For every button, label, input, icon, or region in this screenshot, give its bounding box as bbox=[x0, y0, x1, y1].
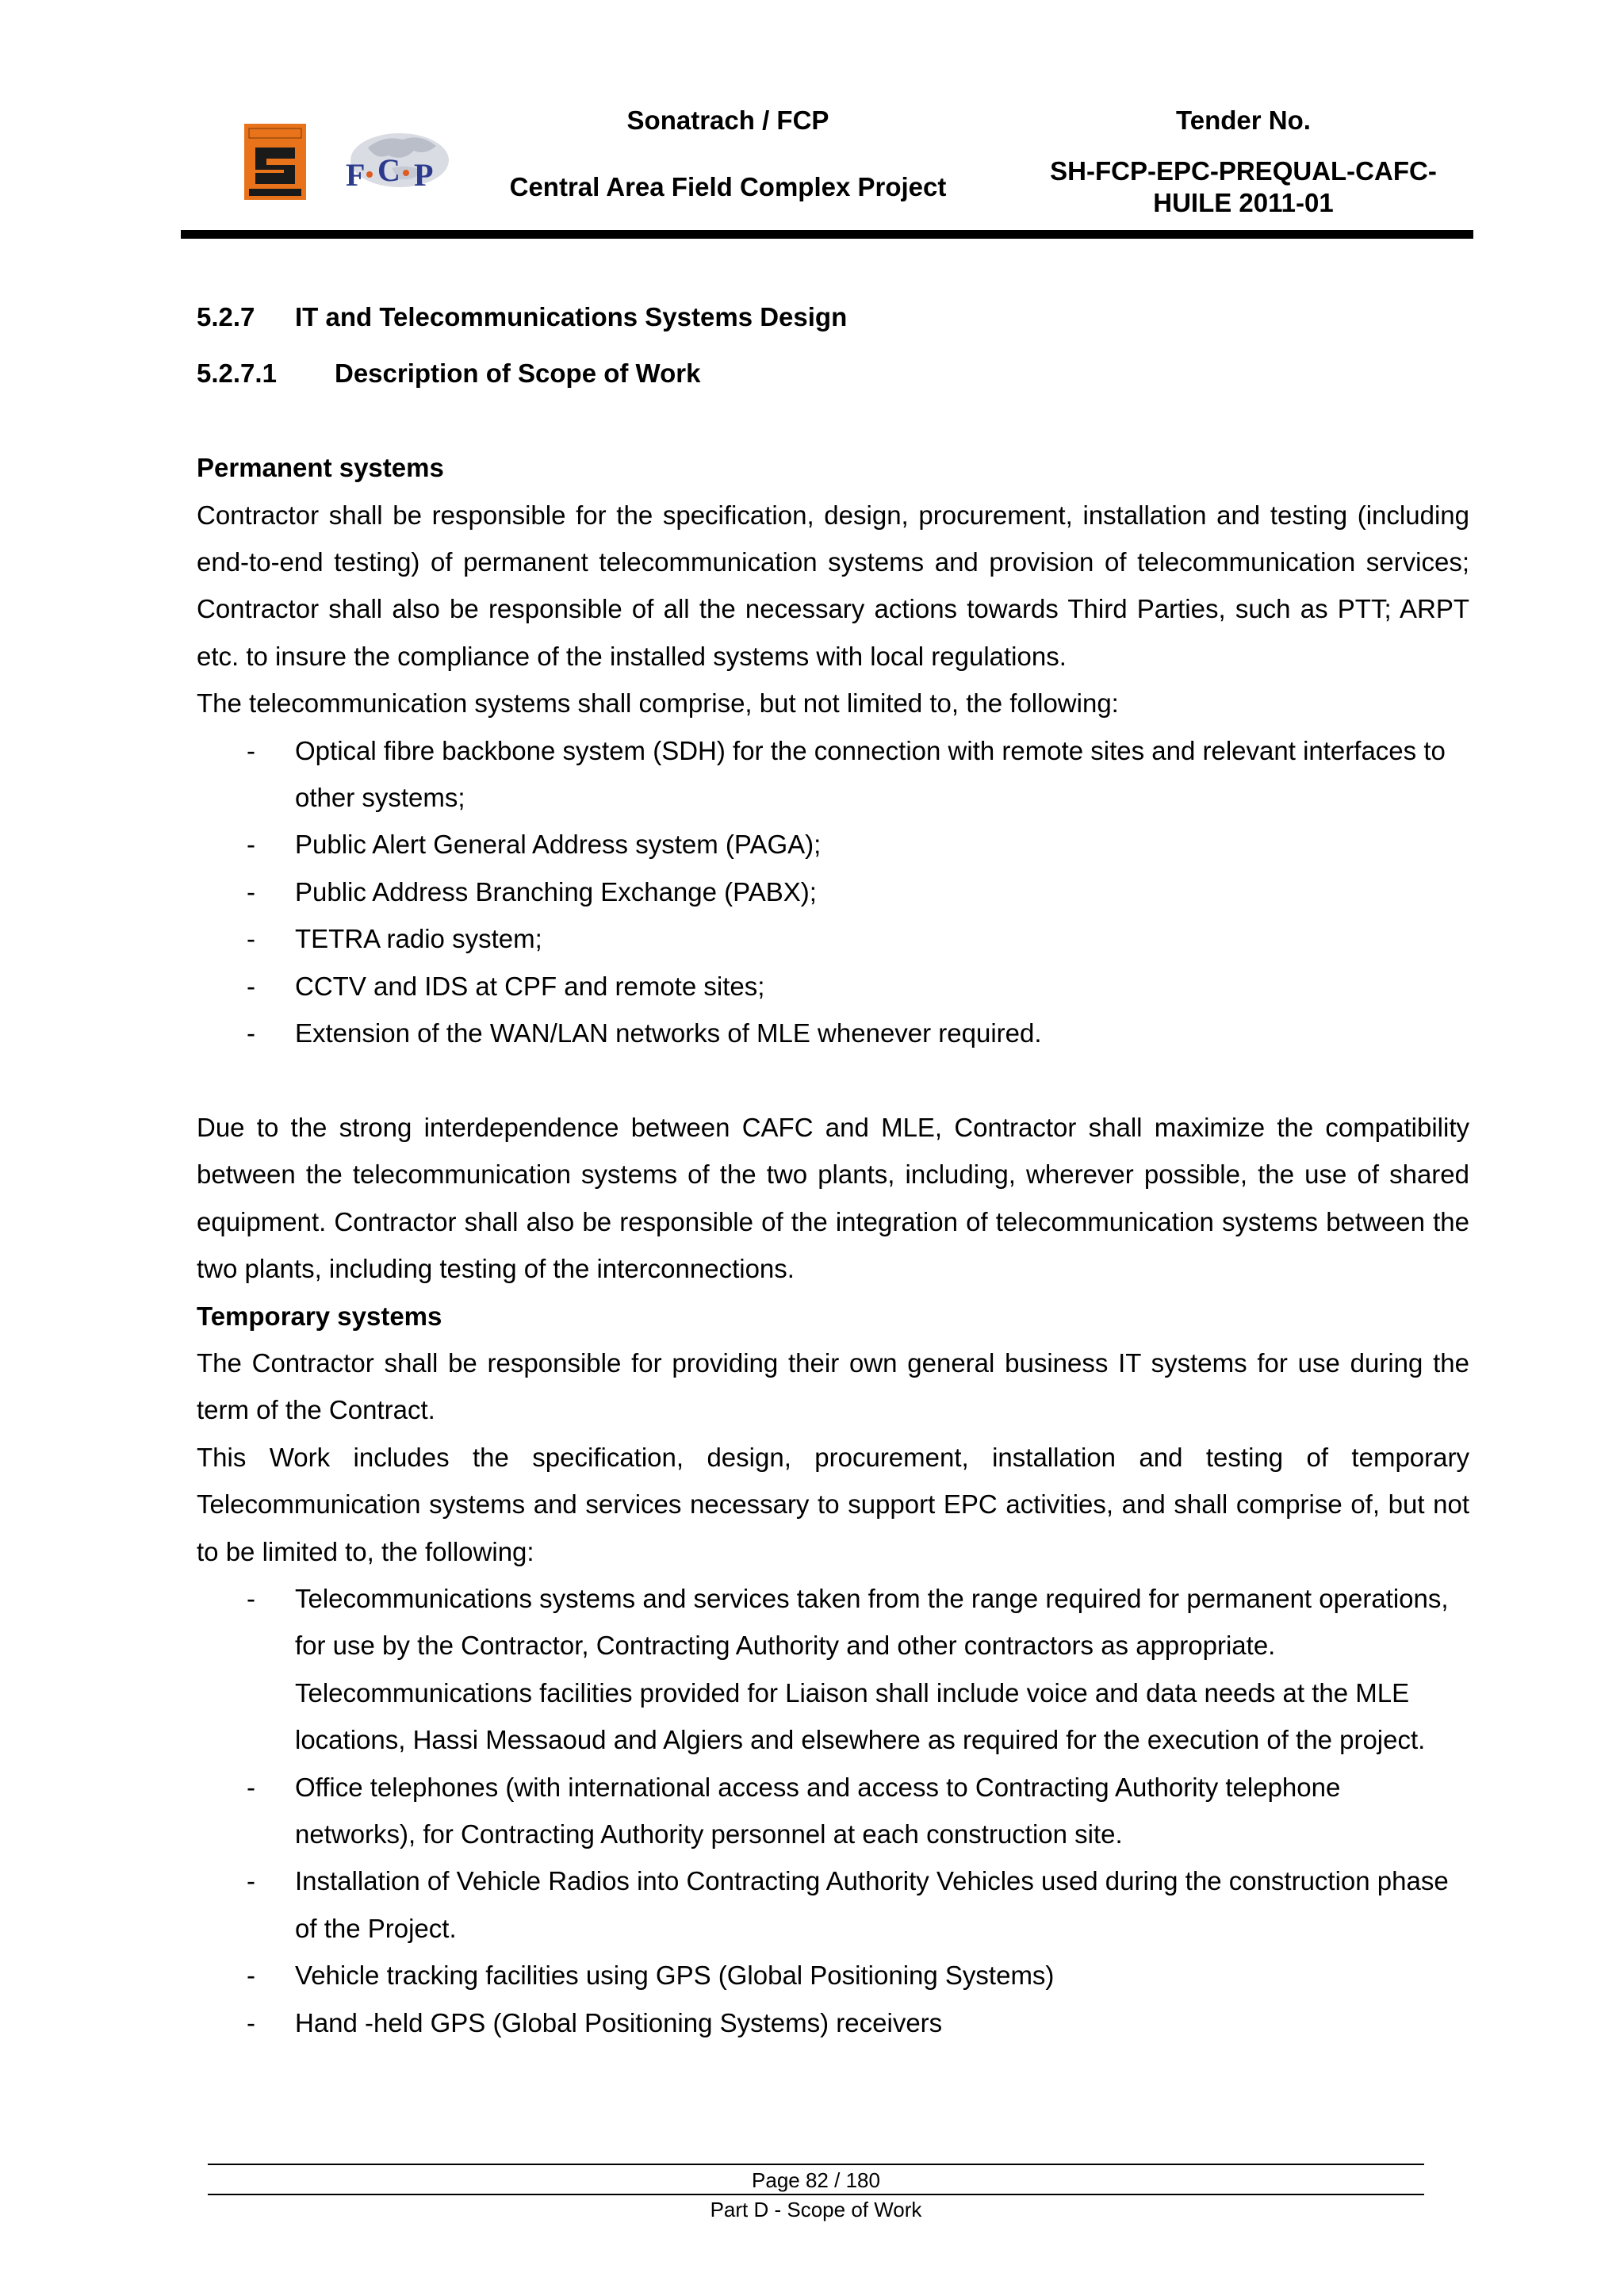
permanent-paragraph-2: The telecommunication systems shall comprise, but not limited to, the following: bbox=[197, 688, 1119, 719]
footer-page-number: Page 82 / 180 bbox=[752, 2168, 880, 2192]
temporary-heading: Temporary systems bbox=[197, 1301, 442, 1331]
list-item: - Optical fibre backbone system (SDH) for the connection with remote sites and relevant interfaces to other systems; bbox=[247, 735, 1446, 813]
list-item: - CCTV and IDS at CPF and remote sites; bbox=[247, 971, 765, 1001]
page-header bbox=[181, 95, 1473, 238]
list-item: - Public Alert General Address system (PAGA); bbox=[247, 830, 822, 860]
spacer bbox=[197, 1056, 1469, 1103]
list-item: - Hand -held GPS (Global Positioning Systems) receivers bbox=[247, 2007, 943, 2037]
document-body bbox=[197, 293, 1469, 2046]
header-tender-number: SH-FCP-EPC-PREQUAL-CAFC-HUILE 2011-01 bbox=[1050, 156, 1437, 217]
svg-text:F: F bbox=[346, 157, 366, 193]
subsection-title: Description of Scope of Work bbox=[335, 358, 701, 389]
header-project: Central Area Field Complex Project bbox=[509, 172, 947, 201]
temporary-list bbox=[197, 1575, 1469, 2046]
section-heading bbox=[197, 293, 1469, 340]
footer-part: Part D - Scope of Work bbox=[710, 2198, 922, 2221]
subsection-heading bbox=[197, 350, 1469, 397]
svg-text:P: P bbox=[414, 157, 434, 193]
list-item: - TETRA radio system; bbox=[247, 924, 542, 954]
fcp-logo bbox=[320, 124, 455, 211]
permanent-paragraph-3: Due to the strong interdependence between CAFC and MLE, Contractor shall maximize the compatibility between the telecommunication systems of the two plants, including, wherever possible, the use of shared equipment. Contractor shall also be responsible of the integration of telecommunication systems between the two plants, including testing of the interconnections. bbox=[197, 1112, 1469, 1284]
list-item: - Vehicle tracking facilities using GPS (Global Positioning Systems) bbox=[247, 1961, 1055, 1991]
footer-rule-top bbox=[208, 2164, 1424, 2165]
svg-text:C: C bbox=[377, 152, 400, 188]
list-item: - Extension of the WAN/LAN networks of MLE whenever required. bbox=[247, 1018, 1042, 1048]
header-logos bbox=[244, 124, 458, 219]
permanent-list bbox=[197, 727, 1469, 1057]
list-item: - Installation of Vehicle Radios into Contracting Authority Vehicles used during the construction phase of the Project. bbox=[247, 1866, 1449, 1943]
list-item: - Telecommunications systems and services taken from the range required for permanent operations, for use by the Contractor, Contracting Authority and other contractors as appropriate. Telecommunications facilities provided for Liaison shall include voice and data needs at the MLE locations, Hassi Messaoud and Algiers and elsewhere as required for the execution of the project. bbox=[247, 1583, 1449, 1755]
header-rule bbox=[181, 230, 1473, 239]
header-company: Sonatrach / FCP bbox=[626, 105, 829, 135]
permanent-paragraph-1: Contractor shall be responsible for the specification, design, procurement, installation and testing (including end-to-end testing) of permanent telecommunication systems and provision of telecommunication services; Contractor shall also be responsible of all the necessary actions towards Third Parties, such as PTT; ARPT etc. to insure the compliance of the installed systems with local regulations. bbox=[197, 500, 1469, 671]
permanent-heading: Permanent systems bbox=[197, 453, 444, 483]
spacer bbox=[197, 397, 1469, 444]
temporary-paragraph-1: The Contractor shall be responsible for providing their own general business IT systems for use during the term of the Contract. bbox=[197, 1347, 1469, 1425]
footer-rule-bottom bbox=[208, 2194, 1424, 2195]
section-title: IT and Telecommunications Systems Design bbox=[295, 302, 848, 332]
list-item: - Office telephones (with international access and access to Contracting Authority telephone networks), for Contracting Authority personnel at each construction site. bbox=[247, 1772, 1341, 1849]
header-tender-label: Tender No. bbox=[1176, 105, 1311, 135]
subsection-number: 5.2.7.1 bbox=[197, 358, 277, 389]
list-item: - Public Address Branching Exchange (PABX); bbox=[247, 876, 817, 907]
sonatrach-logo bbox=[244, 124, 306, 200]
section-number: 5.2.7 bbox=[197, 302, 255, 332]
temporary-paragraph-2: This Work includes the specification, design, procurement, installation and testing of temporary Telecommunication systems and services necessary to support EPC activities, and shall comprise of, but not to be limited to, the following: bbox=[197, 1442, 1469, 1566]
